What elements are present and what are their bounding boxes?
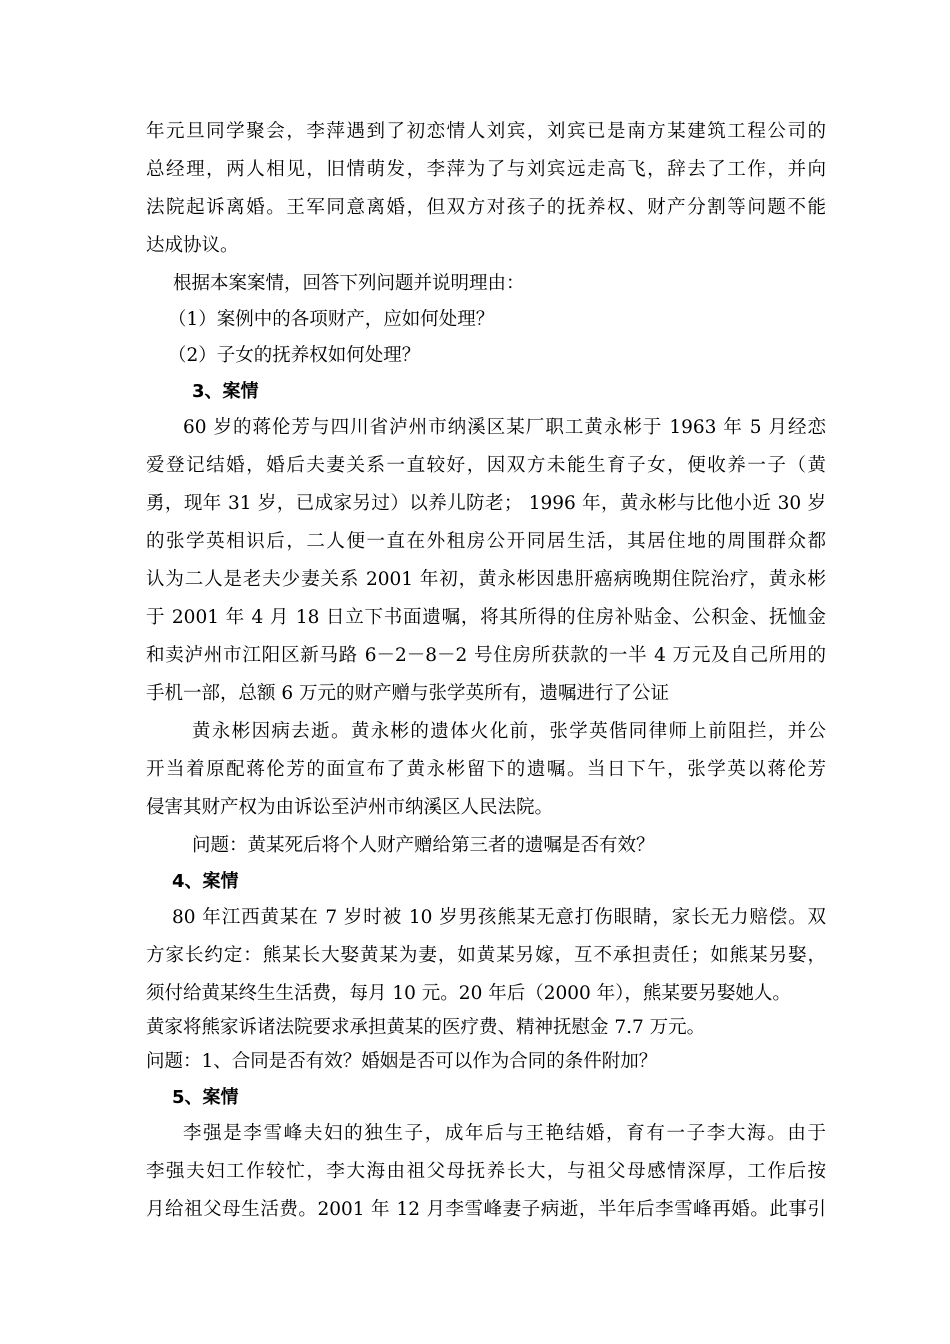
paragraph-line: 黄家将熊家诉诸法院要求承担黄某的医疗费、精神抚慰金 7.7 万元。 (146, 1017, 706, 1038)
question-line: 问题：1、合同是否有效？婚姻是否可以作为合同的条件附加？ (146, 1051, 658, 1072)
paragraph-line: 法院起诉离婚。王军同意离婚，但双方对孩子的抚养权、财产分割等问题不能 (146, 197, 826, 218)
paragraph-line: 方家长约定：熊某长大娶黄某为妻，如黄某另嫁，互不承担责任；如熊某另娶， (146, 945, 826, 966)
paragraph-line: 总经理，两人相见，旧情萌发，李萍为了与刘宾远走高飞，辞去了工作，并向 (146, 159, 826, 180)
paragraph-line: 于 2001 年 4 月 18 日立下书面遗嘱，将其所得的住房补贴金、公积金、抚恤金 (146, 607, 826, 628)
paragraph-line: 爱登记结婚，婚后夫妻关系一直较好，因双方未能生育子女，便收养一子（黄 (146, 455, 826, 476)
question-item: （2）子女的抚养权如何处理？ (168, 345, 421, 366)
paragraph-line: 60 岁的蒋伦芳与四川省泸州市纳溪区某厂职工黄永彬于 1963 年 5 月经恋 (183, 417, 826, 438)
question-line: 问题：黄某死后将个人财产赠给第三者的遗嘱是否有效？ (192, 835, 655, 856)
paragraph-line: 的张学英相识后，二人便一直在外租房公开同居生活，其居住地的周围群众都 (146, 531, 826, 552)
question-prompt: 根据本案案情，回答下列问题并说明理由： (173, 273, 525, 294)
paragraph-line: 80 年江西黄某在 7 岁时被 10 岁男孩熊某无意打伤眼睛，家长无力赔偿。双 (172, 907, 826, 928)
paragraph-line: 手机一部，总额 6 万元的财产赠与张学英所有，遗嘱进行了公证 (146, 683, 670, 704)
section-heading: 5、案情 (172, 1087, 239, 1108)
paragraph-line: 侵害其财产权为由诉讼至泸州市纳溪区人民法院。 (146, 797, 554, 818)
paragraph-line: 李强夫妇工作较忙，李大海由祖父母抚养长大，与祖父母感情深厚，工作后按 (146, 1161, 826, 1182)
paragraph-line: 李强是李雪峰夫妇的独生子，成年后与王艳结婚，育有一子李大海。由于 (183, 1123, 826, 1144)
paragraph-line: 达成协议。 (146, 235, 239, 256)
paragraph-line: 开当着原配蒋伦芳的面宣布了黄永彬留下的遗嘱。当日下午，张学英以蒋伦芳 (146, 759, 826, 780)
paragraph-line: 认为二人是老夫少妻关系 2001 年初，黄永彬因患肝癌病晚期住院治疗，黄永彬 (146, 569, 826, 590)
paragraph-line: 黄永彬因病去逝。黄永彬的遗体火化前，张学英偕同律师上前阻拦，并公 (192, 721, 826, 742)
paragraph-line: 月给祖父母生活费。2001 年 12 月李雪峰妻子病逝，半年后李雪峰再婚。此事引 (146, 1199, 826, 1220)
paragraph-line: 勇，现年 31 岁，已成家另过）以养儿防老； 1996 年，黄永彬与比他小近 30 岁 (146, 493, 826, 514)
section-heading: 3、案情 (192, 381, 259, 402)
section-heading: 4、案情 (172, 871, 239, 892)
paragraph-line: 须付给黄某终生生活费，每月 10 元。20 年后（2000 年），熊某要另娶她人。 (146, 983, 791, 1004)
paragraph-line: 年元旦同学聚会，李萍遇到了初恋情人刘宾，刘宾已是南方某建筑工程公司的 (146, 121, 826, 142)
paragraph-line: 和卖泸州市江阳区新马路 6－2－8－2 号住房所获款的一半 4 万元及自己所用的 (146, 645, 826, 666)
question-item: （1）案例中的各项财产，应如何处理？ (168, 309, 495, 330)
